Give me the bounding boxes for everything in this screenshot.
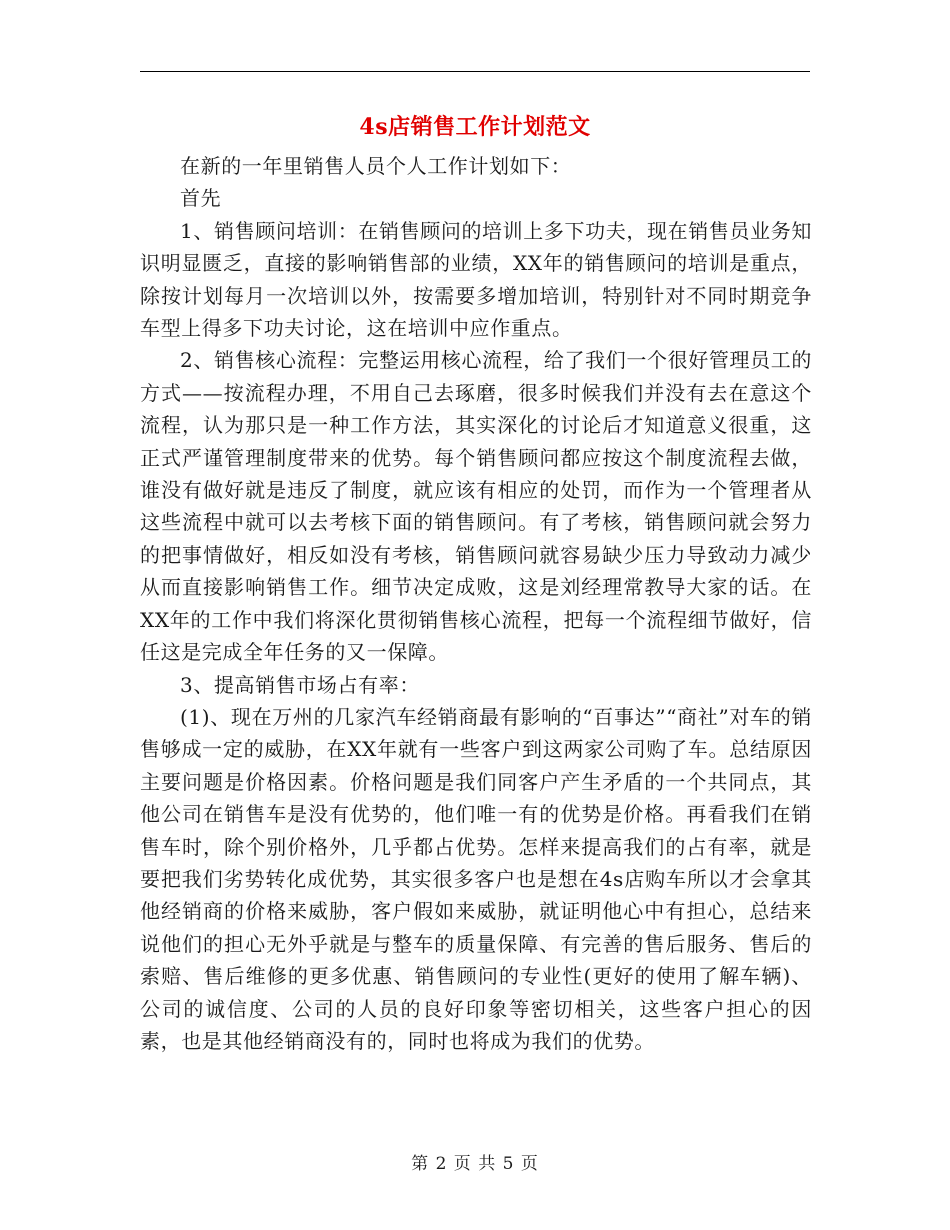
paragraph-sales-training: 1、销售顾问培训：在销售顾问的培训上多下功夫，现在销售员业务知识明显匮乏，直接的影响销售部的业绩，XX年的销售顾问的培训是重点，除按计划每月一次培训以外，按需要多增加培训，特别针对不同时期竞争车型上得多下功夫讨论，这在培训中应作重点。 xyxy=(140,218,812,341)
paragraph-core-process: 2、销售核心流程：完整运用核心流程，给了我们一个很好管理员工的方式——按流程办理，不用自己去琢磨，很多时候我们并没有去在意这个流程，认为那只是一种工作方法，其实深化的讨论后才知道意义很重，这正式严谨管理制度带来的优势。每个销售顾问都应按这个制度流程去做，谁没有做好就是违反了制度，就应该有相应的处罚，而作为一个管理者从这些流程中就可以去考核下面的销售顾问。有了考核，销售顾问就会努力的把事情做好，相反如没有考核，销售顾问就容易缺少压力导致动力减少从而直接影响销售工作。细节决定成败，这是刘经理常教导大家的话。在XX年的工作中我们将深化贯彻销售核心流程，把每一个流程细节做好，信任这是完成全年任务的又一保障。 xyxy=(140,348,812,665)
document-body xyxy=(140,150,812,1057)
paragraph-intro: 在新的一年里销售人员个人工作计划如下： xyxy=(180,154,572,178)
paragraph-first: 首先 xyxy=(180,186,222,211)
page-number-footer: 第 2 页 共 5 页 xyxy=(411,1154,539,1174)
paragraph-competition: (1)、现在万州的几家汽车经销商最有影响的“百事达”“商社”对车的销售够成一定的威胁，在XX年就有一些客户到这两家公司购了车。总结原因主要问题是价格因素。价格问题是我们同客户产生矛盾的一个共同点，其他公司在销售车是没有优势的，他们唯一有的优势是价格。再看我们在销售车时，除个别价格外，几乎都占优势。怎样来提高我们的占有率，就是要把我们劣势转化成优势，其实很多客户也是想在4s店购车所以才会拿其他经销商的价格来威胁，客户假如来威胁，就证明他心中有担心，总结来说他们的担心无外乎就是与整车的质量保障、有完善的售后服务、售后的索赔、售后维修的更多优惠、销售顾问的专业性(更好的使用了解车辆)、公司的诚信度、公司的人员的良好印象等密切相关，这些客户担心的因素，也是其他经销商没有的，同时也将成为我们的优势。 xyxy=(140,704,812,1053)
header-rule xyxy=(140,71,810,72)
paragraph-market-share-heading: 3、提高销售市场占有率： xyxy=(180,672,420,697)
document-title: 4s店销售工作计划范文 xyxy=(359,114,591,140)
